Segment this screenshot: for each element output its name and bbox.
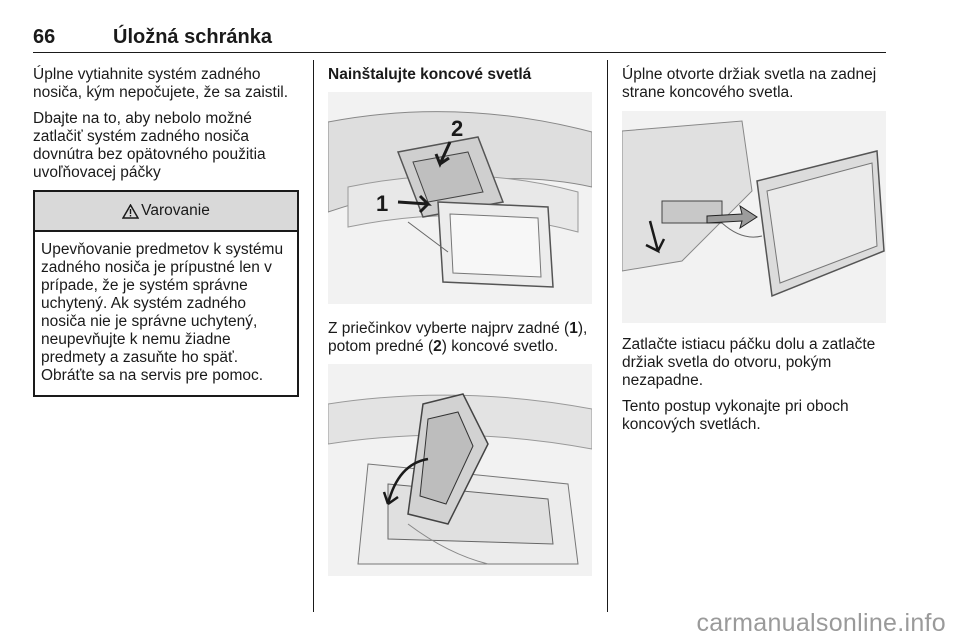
caption-block [328, 320, 594, 364]
warning-text: Upevňovanie predmetov k systému zadného nosiča je prípustné len v prípade, že je systém správne uchytený. Ak systém zadného nosiča nie je správne uchytený, neupevňujte k nemu žiadne predmety a zasuňte ho späť. Obráťte sa na servis pre pomoc. [41, 241, 284, 384]
watermark: carmanualsonline.info [696, 609, 946, 637]
illustration-light-holder [622, 111, 886, 323]
figure-tail-light-holder [328, 364, 592, 576]
figure-tail-lights-removal [328, 92, 592, 304]
section-title: Úložná schránka [113, 26, 272, 48]
illustration-tail-light-lift [328, 364, 592, 576]
paragraph: Úplne vytiahnite systém zadného nosiča, kým nepočujete, že sa zaistil. [33, 66, 289, 101]
bold-ref-1: 1 [569, 320, 578, 337]
bold-ref-2: 2 [433, 338, 442, 355]
page-header [33, 22, 885, 52]
column-2 [328, 66, 594, 92]
paragraph: Dbajte na to, aby nebolo možné zatlačiť systém zadného nosiča dovnútra bez opätovného použitia uvoľňovacej páčky [33, 110, 266, 181]
column-3-lower [622, 336, 888, 442]
warning-title: Varovanie [141, 202, 210, 219]
warning-header [35, 192, 297, 232]
text: ) koncové svetlo. [441, 338, 559, 355]
warning-triangle-icon [122, 204, 139, 219]
paragraph: Tento postup vykonajte pri oboch koncových svetlách. [622, 398, 849, 433]
paragraph: Úplne otvorte držiak svetla na zadnej strane koncového svetla. [622, 66, 877, 101]
column-1 [33, 66, 299, 397]
paragraph: Zatlačte istiacu páčku dolu a zatlačte držiak svetla do otvoru, pokým nezapadne. [622, 336, 876, 389]
section-heading: Nainštalujte koncové svetlá [328, 66, 532, 83]
column-divider-2 [607, 60, 608, 612]
text: Z priečinkov vyberte najprv zadné ( [328, 320, 570, 337]
warning-box [33, 190, 299, 397]
text: ), potom predné ( [328, 320, 588, 355]
column-3 [622, 66, 888, 110]
header-rule [33, 52, 886, 53]
page-number: 66 [33, 26, 56, 48]
column-divider-1 [313, 60, 314, 612]
callout-1: 1 [376, 191, 389, 216]
paragraph-removal-order [328, 320, 594, 356]
callout-2: 2 [451, 116, 464, 141]
figure-light-holder-open [622, 111, 886, 323]
